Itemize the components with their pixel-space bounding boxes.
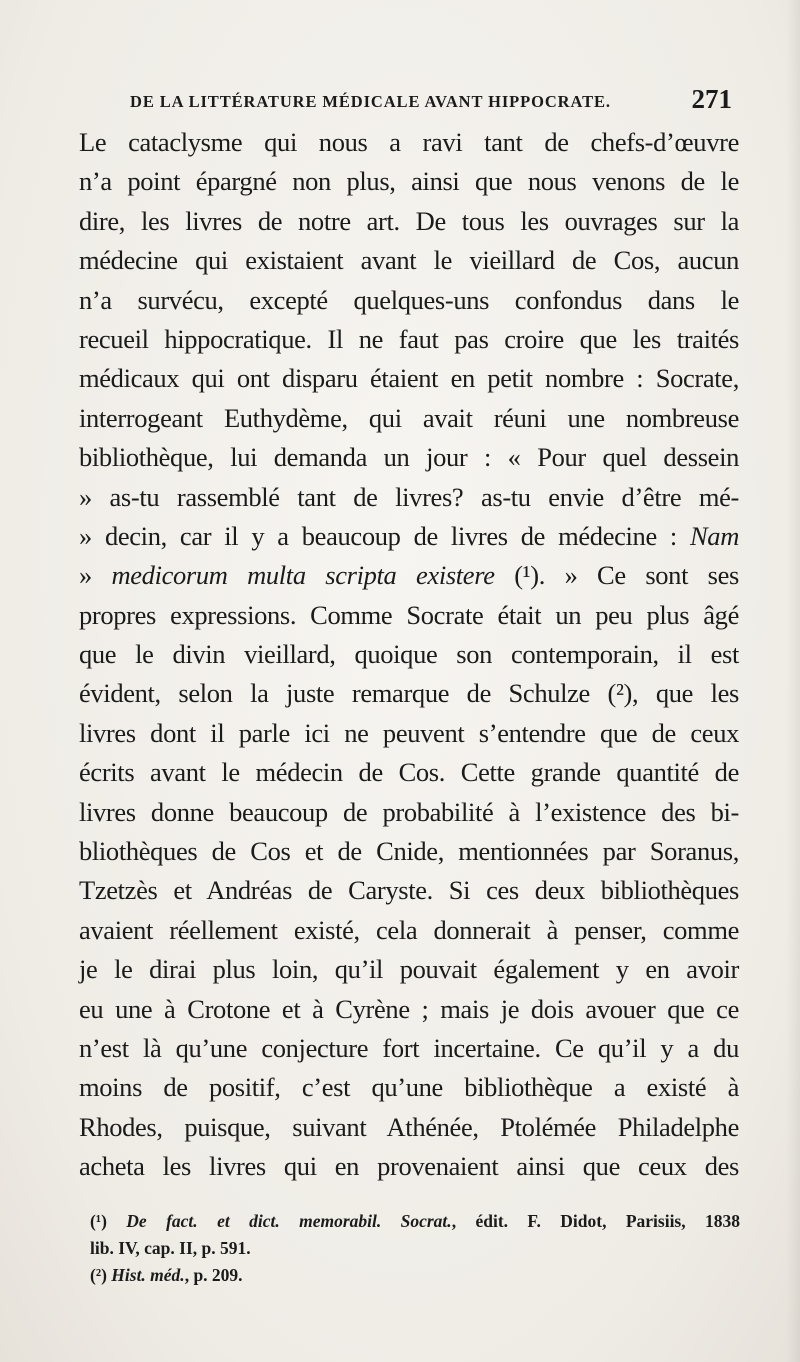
- text-line: acheta les livres qui en provenaient ainsi que ceux des: [79, 1151, 739, 1182]
- text-line: bibliothèque, lui demanda un jour : « Pour quel dessein: [79, 442, 739, 473]
- latin-quote: Nam: [689, 520, 739, 551]
- footnote-text: , édit. F. Didot, Parisiis, 1838: [451, 1211, 741, 1231]
- text-segment: » decin, car il y a beaucoup de livres de médecine :: [79, 520, 677, 551]
- text-line: médicaux qui ont disparu étaient en petit nombre : Socrate,: [79, 363, 739, 394]
- text-line: n’a survécu, excepté quelques-uns confondus dans le: [79, 284, 739, 315]
- running-title: DE LA LITTÉRATURE MÉDICALE AVANT HIPPOCRATE.: [130, 92, 611, 111]
- text-segment: »: [79, 560, 92, 591]
- text-line: recueil hippocratique. Il ne faut pas croire que les traités: [79, 323, 739, 354]
- text-line: propres expressions. Comme Socrate était un peu plus âgé: [79, 599, 739, 630]
- footnote-1: [90, 1208, 740, 1235]
- footnote-text: , p. 209.: [184, 1265, 243, 1285]
- text-line: médecine qui existaient avant le vieillard de Cos, aucun: [79, 245, 739, 276]
- text-line: que le divin vieillard, quoique son contemporain, il est: [79, 639, 739, 670]
- text-line: livres donne beaucoup de probabilité à l’existence des bi-: [79, 796, 739, 827]
- footnotes: [90, 1208, 740, 1289]
- text-line: livres dont il parle ici ne peuvent s’entendre que de ceux: [79, 717, 739, 748]
- text-line: [79, 517, 739, 556]
- text-line: moins de positif, c’est qu’une bibliothèque a existé à: [79, 1072, 739, 1103]
- text-line: bliothèques de Cos et de Cnide, mentionnées par Soranus,: [79, 836, 739, 867]
- text-line: [79, 556, 739, 595]
- text-line: n’est là qu’une conjecture fort incertaine. Ce qu’il y a du: [79, 1032, 739, 1063]
- page-edge-shadow: [786, 0, 800, 1362]
- text-line: dire, les livres de notre art. De tous les ouvrages sur la: [79, 205, 739, 236]
- text-line: Le cataclysme qui nous a ravi tant de chefs-d’œuvre: [79, 127, 739, 157]
- footnote-marker: (²): [90, 1265, 107, 1285]
- text-line: écrits avant le médecin de Cos. Cette grande quantité de: [79, 757, 739, 788]
- footnote-1-continued: lib. IV, cap. II, p. 591.: [90, 1238, 251, 1258]
- footnote-title: De fact. et dict. memorabil. Socrat.: [126, 1211, 452, 1231]
- page-number: 271: [691, 84, 732, 114]
- text-line: Rhodes, puisque, suivant Athénée, Ptolémée Philadelphe: [79, 1111, 739, 1142]
- latin-quote: medicorum multa scripta existere: [111, 560, 495, 591]
- running-head: [130, 84, 730, 116]
- text-line: je le dirai plus loin, qu’il pouvait également y en avoir: [79, 954, 739, 985]
- text-line: évident, selon la juste remarque de Schulze (²), que les: [79, 678, 739, 709]
- footnote-title: Hist. méd.: [111, 1265, 185, 1285]
- footnote-marker: (¹): [90, 1211, 107, 1231]
- text-line: » as-tu rassemblé tant de livres? as-tu envie d’être mé-: [79, 481, 739, 512]
- body-text: [79, 123, 739, 1187]
- text-segment: (¹). » Ce sont ses: [514, 560, 739, 591]
- text-line: avaient réellement existé, cela donnerait à penser, comme: [79, 914, 739, 945]
- text-line: Tzetzès et Andréas de Caryste. Si ces deux bibliothèques: [79, 875, 739, 906]
- text-line: n’a point épargné non plus, ainsi que nous venons de le: [79, 166, 739, 197]
- footnote-2: [90, 1262, 740, 1289]
- text-line: eu une à Crotone et à Cyrène ; mais je dois avouer que ce: [79, 993, 739, 1024]
- text-line: interrogeant Euthydème, qui avait réuni une nombreuse: [79, 402, 739, 433]
